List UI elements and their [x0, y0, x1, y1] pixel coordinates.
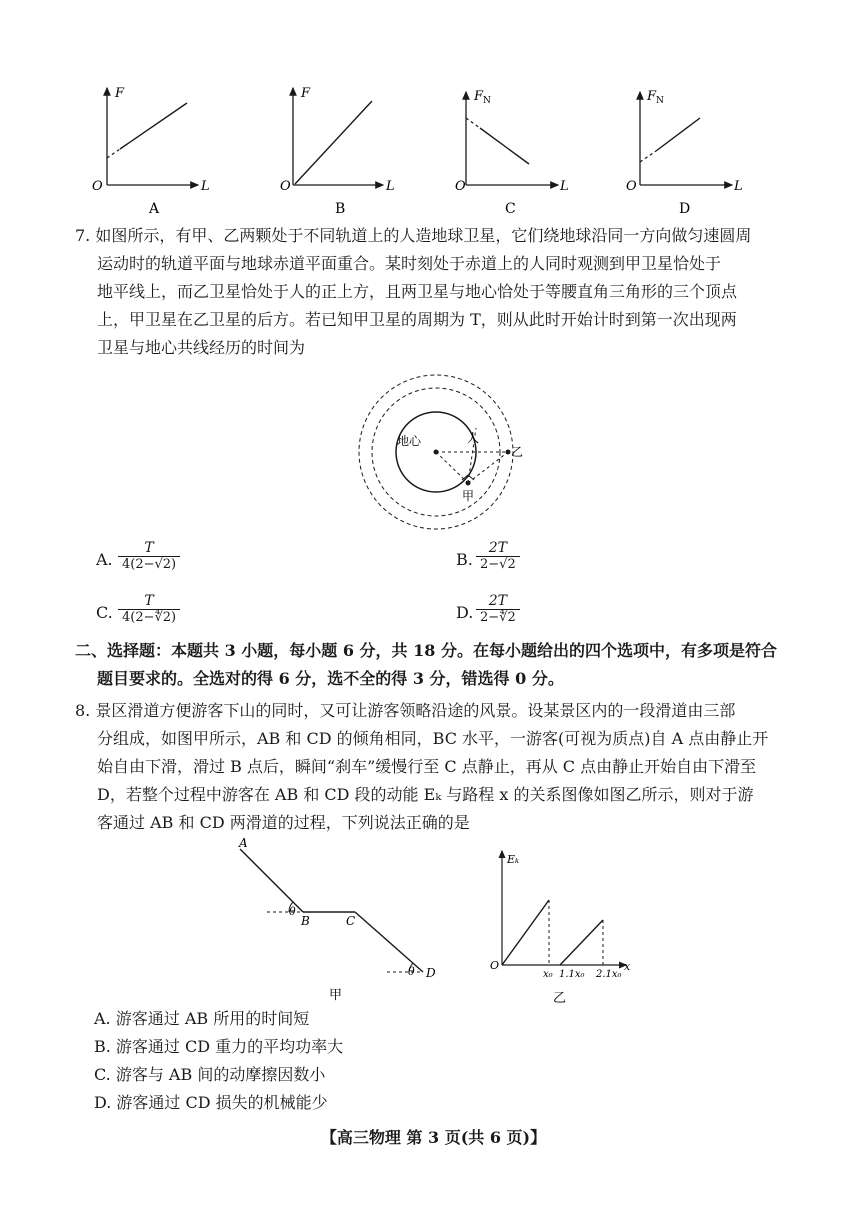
q8-line: 始自由下滑，滑过 B 点后，瞬间“刹车”缓慢行至 C 点静止，再从 C 点由静止开始自由下滑至: [97, 757, 757, 776]
graph-d-origin: O: [626, 179, 637, 194]
option-graphs: [0, 0, 867, 225]
graph-a: [92, 86, 210, 217]
q8-option-d[interactable]: D. 游客通过 CD 损失的机械能少: [94, 1093, 328, 1112]
ek-graph-ylabel: Eₖ: [507, 853, 520, 866]
graph-b-xlabel: L: [386, 179, 395, 194]
graph-d-ylabel: $F_N$: [647, 89, 664, 106]
graph-b-origin: O: [280, 179, 291, 194]
graph-a-xlabel: L: [201, 179, 210, 194]
orbit-sat-a-label: 甲: [462, 489, 475, 503]
ek-graph-tick-1: x₀: [543, 969, 553, 980]
ek-graph-caption: 乙: [553, 991, 567, 1005]
q7-option-b-label: B.: [456, 550, 473, 569]
q7-option-c-num: T: [118, 593, 180, 610]
track-point-a: A: [239, 836, 248, 850]
q7-line: 运动时的轨道平面与地球赤道平面重合。某时刻处于赤道上的人同时观测到甲卫星恰处于: [97, 254, 722, 273]
q7-option-c-den: 4(2−∜2): [122, 610, 177, 625]
track-point-d: D: [426, 966, 436, 980]
ek-graph-origin: O: [490, 959, 500, 972]
question-8: [75, 697, 855, 837]
ek-graph-tick-3: 2.1x₀: [596, 969, 622, 980]
q7-option-a-den: 4(2−√2): [122, 557, 177, 572]
q8-option-b[interactable]: B. 游客通过 CD 重力的平均功率大: [94, 1037, 344, 1056]
q7-line: 7. 如图所示，有甲、乙两颗处于不同轨道上的人造地球卫星，它们绕地球沿同一方向做匀速圆周: [75, 226, 752, 245]
track-point-b: B: [301, 914, 310, 928]
orbit-center-label: 地心: [397, 434, 422, 448]
q8-option-a[interactable]: A. 游客通过 AB 所用的时间短: [94, 1009, 310, 1028]
ek-graph-xlabel: x: [624, 960, 631, 973]
q7-option-c-label: C.: [96, 603, 113, 622]
graph-a-ylabel: F: [115, 86, 125, 101]
q7-option-b-fraction: [476, 540, 520, 572]
graph-d: [626, 89, 743, 217]
section-2-header: [75, 637, 860, 693]
track-caption: 甲: [329, 988, 343, 1003]
q8-line: 客通过 AB 和 CD 两滑道的过程，下列说法正确的是: [97, 813, 470, 832]
q7-option-d-label: D.: [456, 603, 474, 622]
q7-option-a-fraction: [118, 540, 180, 572]
q8-line: 分组成，如图甲所示，AB 和 CD 的倾角相同，BC 水平，一游客(可视为质点)自 A 点由静止开: [97, 729, 769, 748]
q8-option-c[interactable]: C. 游客与 AB 间的动摩擦因数小: [94, 1065, 326, 1084]
graph-c: [455, 89, 569, 217]
orbit-figure: [350, 370, 530, 540]
graph-a-label: A: [149, 201, 160, 217]
q7-option-b-num: 2T: [476, 540, 520, 557]
q7-line: 地平线上，而乙卫星恰处于人的正上方，且两卫星与地心恰处于等腰直角三角形的三个顶点: [97, 282, 738, 301]
graph-c-origin: O: [455, 179, 466, 194]
q8-options: [94, 1005, 694, 1117]
question-7: [75, 222, 855, 362]
graph-c-label: C: [505, 201, 516, 217]
graph-c-ylabel: $F_N$: [474, 89, 491, 106]
q7-line: 上，甲卫星在乙卫星的后方。若已知甲卫星的周期为 T，则从此时开始计时到第一次出现两: [97, 310, 737, 329]
q7-option-a-label: A.: [96, 550, 113, 569]
page-footer: 【高三物理 第 3 页(共 6 页)】: [320, 1128, 547, 1147]
track-point-c: C: [346, 914, 356, 928]
slide-track-figure: [225, 835, 445, 1005]
q7-option-c-fraction: [118, 593, 180, 625]
section-2-line: 二、选择题：本题共 3 小题，每小题 6 分，共 18 分。在每小题给出的四个选项中，有多项是符合: [75, 641, 777, 660]
ek-x-graph: [480, 845, 650, 1005]
q7-option-b-den: 2−√2: [480, 557, 516, 572]
q7-line: 卫星与地心共线经历的时间为: [97, 338, 306, 357]
graph-d-label: D: [679, 201, 691, 217]
orbit-person-label: 人: [467, 431, 480, 445]
graph-b-ylabel: F: [301, 86, 311, 101]
graph-b: [280, 86, 395, 217]
track-theta-2: θ: [408, 965, 415, 978]
ek-graph-tick-2: 1.1x₀: [559, 969, 585, 980]
q8-line: 8. 景区滑道方便游客下山的同时，又可让游客领略沿途的风景。设某景区内的一段滑道由三部: [75, 701, 736, 720]
q7-option-a-num: T: [118, 540, 180, 557]
graph-a-origin: O: [92, 179, 103, 194]
q8-line: D，若整个过程中游客在 AB 和 CD 段的动能 Eₖ 与路程 x 的关系图像如图乙所示，则对于游: [97, 785, 754, 804]
q7-option-d-num: 2T: [476, 593, 520, 610]
track-theta-1: θ: [289, 905, 296, 918]
graph-c-xlabel: L: [560, 179, 569, 194]
q7-option-d-den: 2−∜2: [480, 610, 516, 625]
orbit-sat-b-label: 乙: [511, 445, 524, 459]
graph-d-xlabel: L: [734, 179, 743, 194]
graph-b-label: B: [335, 201, 346, 217]
q7-option-d-fraction: [476, 593, 520, 625]
section-2-line: 题目要求的。全选对的得 6 分，选不全的得 3 分，错选得 0 分。: [97, 669, 564, 688]
